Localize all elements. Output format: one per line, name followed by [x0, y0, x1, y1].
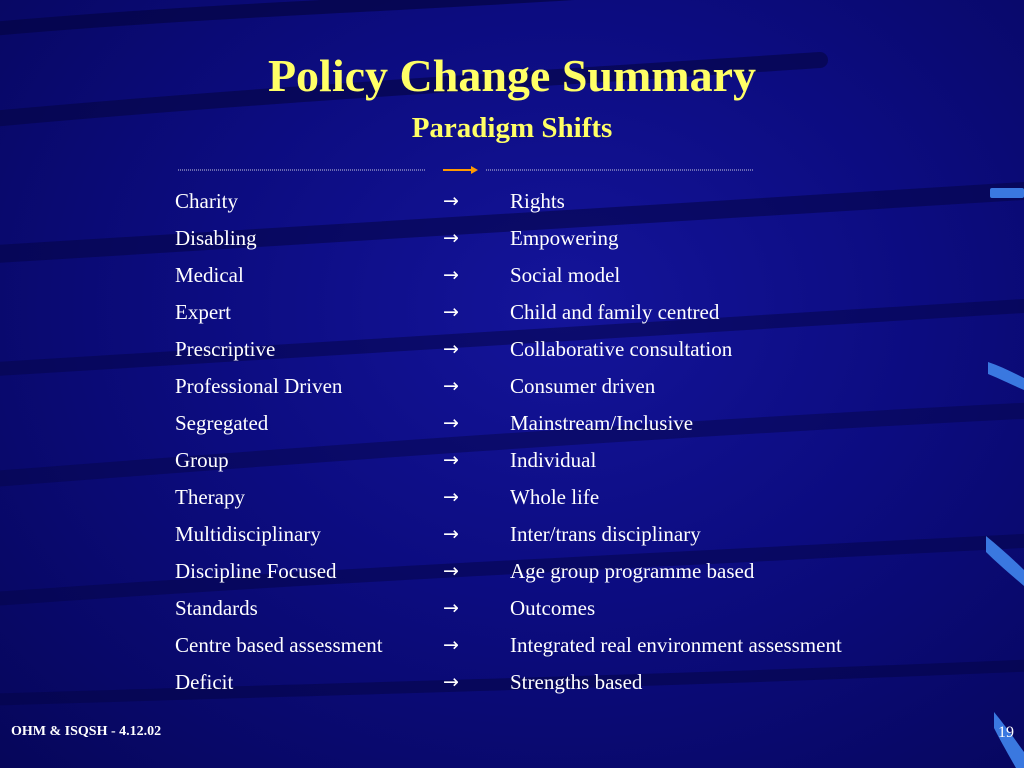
- from-label: Therapy: [175, 485, 245, 509]
- from-label: Centre based assessment: [175, 633, 383, 657]
- list-item: [175, 257, 955, 294]
- from-label: Professional Driven: [175, 374, 343, 398]
- to-label: Inter/trans disciplinary: [510, 522, 701, 546]
- to-label: Mainstream/Inclusive: [510, 411, 694, 435]
- from-label: Standards: [175, 596, 258, 620]
- list-item: [175, 183, 955, 220]
- to-label: Social model: [510, 263, 621, 287]
- arrow-right-icon: →: [443, 597, 459, 619]
- from-label: Multidisciplinary: [175, 522, 321, 546]
- list-item: [175, 331, 955, 368]
- from-label: Disabling: [175, 226, 257, 250]
- from-label: Medical: [175, 263, 244, 287]
- from-label: Group: [175, 448, 229, 472]
- to-label: Empowering: [510, 226, 619, 250]
- from-label: Discipline Focused: [175, 559, 337, 583]
- list-item: [175, 516, 955, 553]
- arrow-right-icon: →: [443, 412, 459, 434]
- list-item: [175, 442, 955, 479]
- footer-text: OHM & ISQSH - 4.12.02: [11, 724, 162, 739]
- to-label: Integrated real environment assessment: [510, 633, 842, 657]
- list-item: [175, 553, 955, 590]
- page-number: 19: [998, 724, 1014, 741]
- to-label: Strengths based: [510, 670, 643, 694]
- arrow-right-icon: →: [443, 560, 459, 582]
- arrow-right-icon: →: [443, 671, 459, 693]
- arrow-right-icon: [443, 166, 478, 174]
- to-label: Child and family centred: [510, 300, 720, 324]
- arrow-right-icon: →: [443, 486, 459, 508]
- arrow-right-icon: →: [443, 264, 459, 286]
- slide-subtitle: Paradigm Shifts: [411, 112, 613, 144]
- arrow-right-icon: →: [443, 338, 459, 360]
- to-label: Collaborative consultation: [510, 337, 733, 361]
- from-label: Prescriptive: [175, 337, 276, 361]
- list-item: [175, 368, 955, 405]
- list-item: [175, 220, 955, 257]
- to-label: Individual: [510, 448, 597, 472]
- arrow-right-icon: →: [443, 449, 459, 471]
- accent-bars: [986, 188, 1024, 768]
- to-label: Rights: [510, 189, 565, 213]
- slide-title: Policy Change Summary: [267, 50, 757, 101]
- arrow-right-icon: →: [443, 634, 459, 656]
- list-item: [175, 479, 955, 516]
- arrow-right-icon: →: [443, 227, 459, 249]
- to-label: Consumer driven: [510, 374, 656, 398]
- from-label: Charity: [175, 189, 238, 213]
- paradigm-shift-list: [175, 183, 955, 701]
- list-item: [175, 405, 955, 442]
- divider: [178, 161, 753, 179]
- to-label: Outcomes: [510, 596, 596, 620]
- to-label: Whole life: [510, 485, 600, 509]
- from-label: Expert: [175, 300, 231, 324]
- arrow-right-icon: →: [443, 375, 459, 397]
- list-item: [175, 664, 955, 701]
- arrow-right-icon: →: [443, 301, 459, 323]
- from-label: Deficit: [175, 670, 234, 694]
- arrow-right-icon: →: [443, 190, 459, 212]
- to-label: Age group programme based: [510, 559, 755, 583]
- list-item: [175, 590, 955, 627]
- arrow-right-icon: →: [443, 523, 459, 545]
- from-label: Segregated: [175, 411, 269, 435]
- list-item: [175, 627, 955, 664]
- list-item: [175, 294, 955, 331]
